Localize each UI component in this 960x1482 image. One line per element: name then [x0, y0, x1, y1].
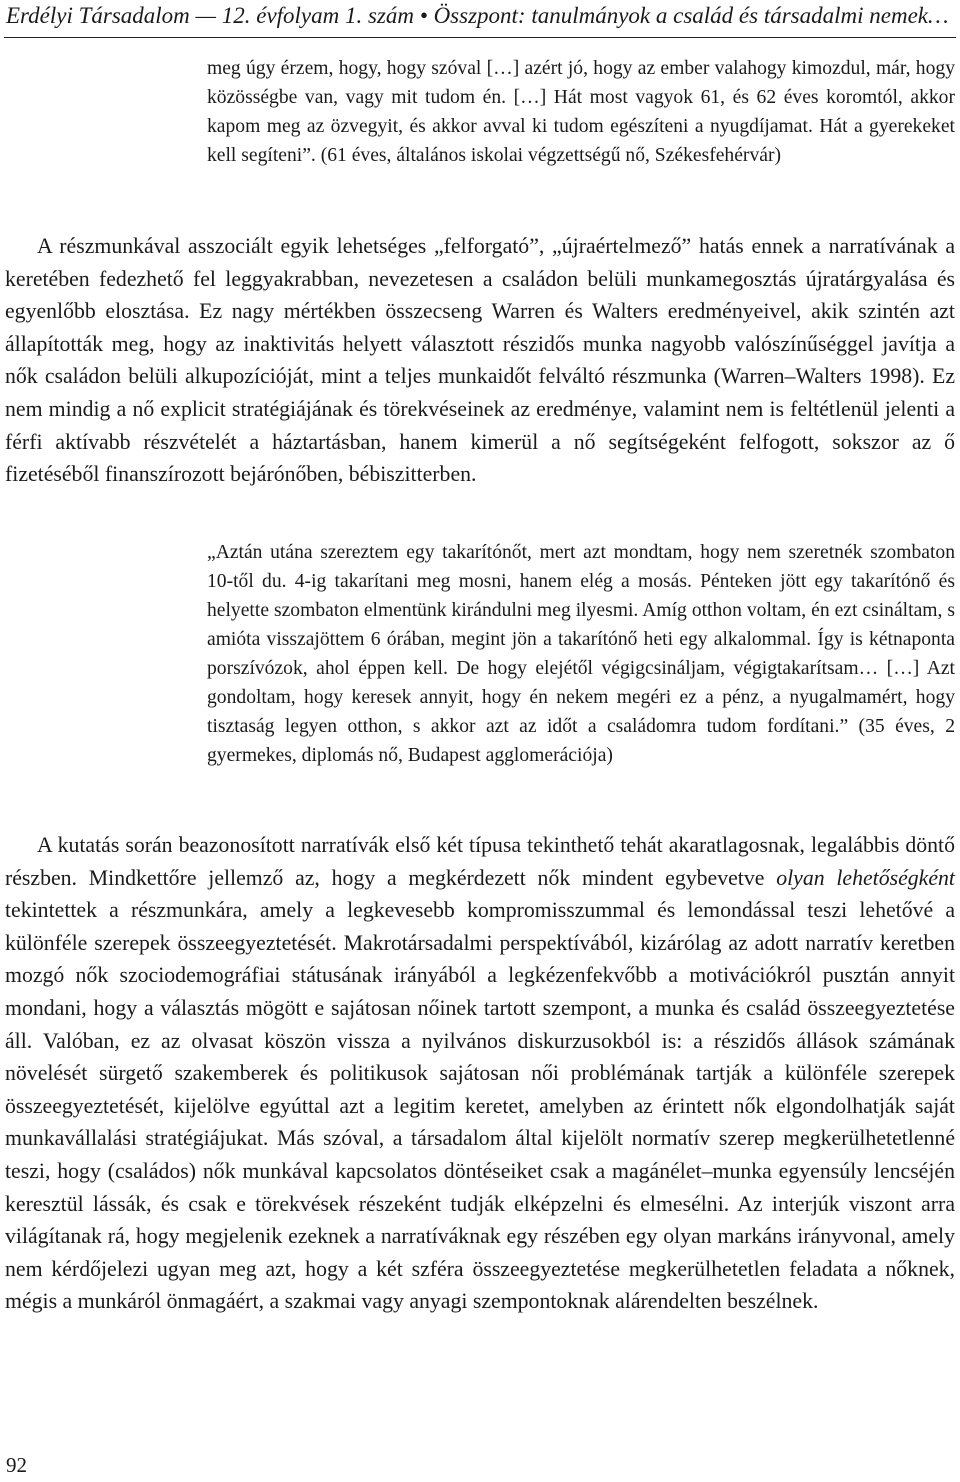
header-rule: [4, 37, 956, 38]
block-quote-first: meg úgy érzem, hogy, hogy szóval […] azért jó, hogy az ember valahogy kimozdul, már, hogy közösségbe van, vagy mit tudom én. […] Hát most vagyok 61, és 62 éves koromtól, akkor kapom meg az özvegyit, és akkor avval ki tudom egészíteni a nyugdíjamat. Hát a gyerekeket kell segíteni”. (61 éves, általános iskolai végzettségű nő, Székesfehérvár): [207, 58, 955, 166]
paragraph-text-rest: tekintettek a részmunkára, amely a legkevesebb kompromisszummal és lemondással teszi lehetővé a különféle szerepek összeegyeztetését. Makrotársadalmi perspektívából, kizárólag az adott narratív keretben mozgó nők szociodemográfiai státusának irányából a legkézenfekvőbb a motivációkról pusztán annyit mondani, hogy a választás mögött e sajátosan nőinek tartott szempont, a munka és család összeegyeztetése áll. Valóban, ez az olvasat köszön vissza a nyilvános diskurzusokból is: a részidős állások számának növelését sürgető szakemberek és politikusok sajátosan női problémának tartják a különféle szerepek összeegyeztetését, kijelölve egyúttal azt a legitim keretet, amelyben az érintett nők elgondolhatják saját munkavállalási stratégiájukat. Más szóval, a társadalom által kijelölt normatív szerep megkerülhetetlenné teszi, hogy (családos) nők munkával kapcsolatos döntéseiket csak a magánélet–munka egyensúly lencséjén keresztül lássák, és csak e törekvések részeként tudják elképzelni és elmesélni. Az interjúk viszont arra világítanak rá, hogy megjelenik ezeknek a narratíváknak egy részében egy olyan markáns irányvonal, amely nem kérdőjelezi ugyan meg azt, hogy a két szféra összeegyeztetése megkerülhetetlen feladata a nőknek, mégis a munkáról önmagáért, a szakmai vagy anyagi szempontoknak alárendelten beszélnek.: [5, 898, 955, 1314]
body-paragraph-first: A részmunkával asszociált egyik lehetséges „felforgató”, „újraértelmező” hatás ennek a narratívának a keretében fedezhető fel leggyakrabban, nevezetesen a családon belüli munkamegosztás újratárgyalása és egyenlőbb elosztása. Ez nagy mértékben összecseng Warren és Walters eredményeivel, akik szintén azt állapították meg, hogy az inaktivitás helyett választott részidős munka nagyobb valószínűséggel javítja a nők családon belüli alkupozícióját, mint a teljes munkaidőt felváltó részmunka (Warren–Walters 1998). Ez nem mindig a nő explicit stratégiájának és törekvéseinek az eredménye, valamint nem is feltétlenül jelenti a férfi aktívabb részvételét a háztartásban, hanem kimerül a nő segítségeként felfogott, sokszor az ő fizetéséből finanszírozott bejárónőben, bébiszitterben.: [5, 234, 955, 487]
page-number: 92: [6, 1453, 27, 1477]
block-quote-second: „Aztán utána szereztem egy takarítónőt, mert azt mondtam, hogy nem szeretnék szombaton 10-től du. 4-ig takarítani meg mosni, hanem elég a mosás. Pénteken jött egy takarítónő és helyette szombaton elmentünk kirándulni meg ilyesmi. Amíg otthon voltam, én ezt csináltam, s amióta visszajöttem 6 órában, megint jön a takarítónő heti egy alkalommal. Így is kétnaponta porszívózok, ahol éppen kell. De hogy elejétől végigcsináljam, végigtakarítsam… […] Azt gondoltam, hogy keresek annyit, hogy én nekem megéri ez a pénz, a nyugalmamért, hogy tisztaság legyen otthon, s akkor azt az időt a családomra tudom fordítani.” (35 éves, 2 gyermekes, diplomás nő, Budapest agglomerációja): [207, 542, 955, 766]
paragraph-text-start: A kutatás során beazonosított narratívák első két típusa tekinthető tehát akaratlagosnak, legalábbis döntő részben. Mindkettőre jellemző az, hogy a megkérdezett nők mindent egybevetve: [5, 833, 955, 890]
emphasized-phrase: olyan lehetőségként: [776, 865, 955, 890]
running-header: Erdélyi Társadalom — 12. évfolyam 1. szám • Összpont: tanulmányok a család és társadalmi nemek…: [6, 3, 949, 28]
body-paragraph-second: [5, 829, 955, 1318]
